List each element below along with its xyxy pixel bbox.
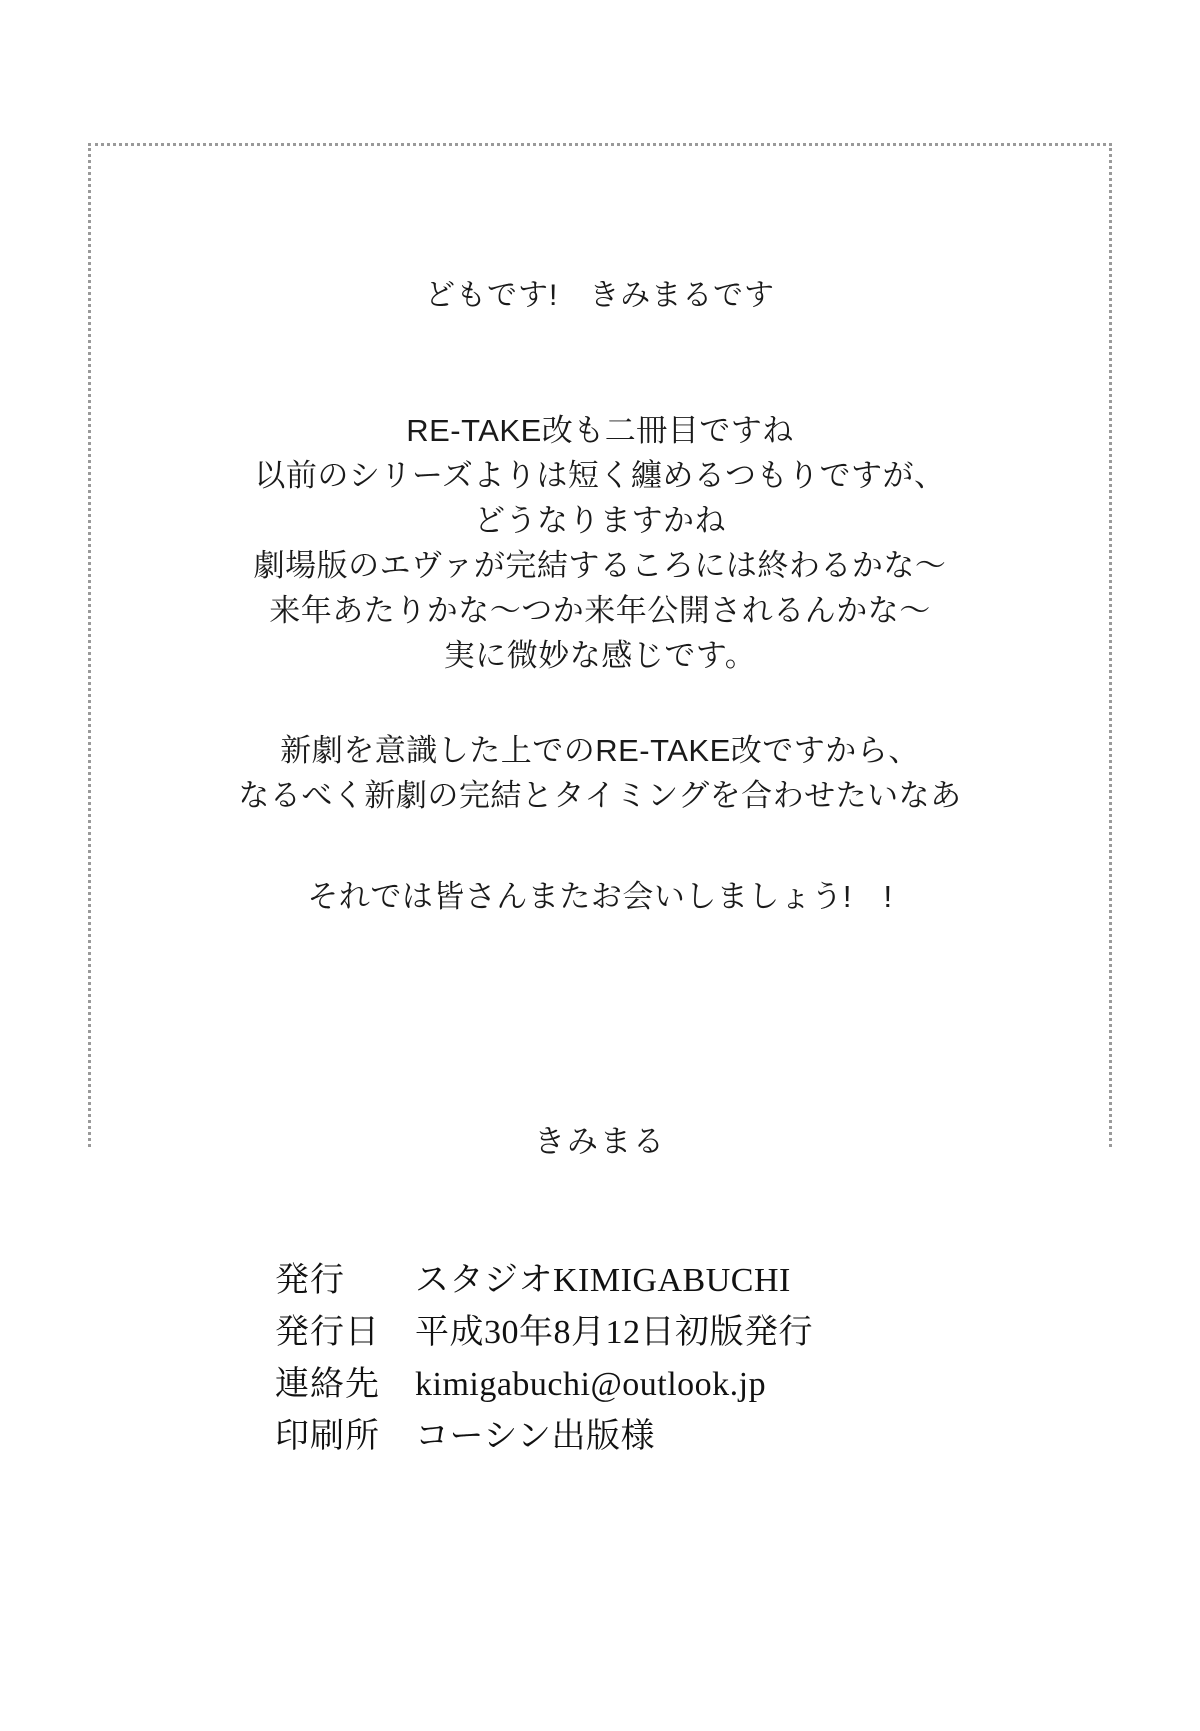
afterword-line: 新劇を意識した上でのRE-TAKE改ですから、 — [280, 733, 920, 768]
colophon-row — [275, 1359, 975, 1411]
afterword-paragraph-2 — [91, 728, 1109, 818]
colophon — [275, 1255, 975, 1463]
author-signature: きみまる — [91, 1122, 1109, 1162]
colophon-row — [275, 1411, 975, 1463]
afterword-line: 以前のシリーズよりは短く纏めるつもりですが、 — [254, 458, 946, 493]
afterword-line: どうなりますかね — [474, 503, 726, 538]
colophon-label-publisher: 発行 — [275, 1262, 345, 1299]
colophon-row — [275, 1255, 975, 1307]
afterword-greeting: どもです! きみまるです — [424, 279, 776, 312]
colophon-value-printer: コーシン出版様 — [415, 1418, 655, 1455]
colophon-value-contact: kimigabuchi@outlook.jp — [415, 1366, 767, 1403]
afterword-line: なるべく新劇の完結とタイミングを合わせたいなあ — [238, 778, 962, 813]
colophon-label-contact: 連絡先 — [275, 1366, 380, 1403]
afterword-frame — [88, 143, 1112, 1159]
colophon-label-publish-date: 発行日 — [275, 1314, 380, 1351]
afterword-line: 来年あたりかな～つか来年公開されるんかな～ — [269, 593, 931, 628]
colophon-value-publisher: スタジオKIMIGABUCHI — [415, 1262, 791, 1299]
afterword-content — [91, 146, 1109, 1159]
colophon-label-printer: 印刷所 — [275, 1418, 380, 1455]
colophon-value-publish-date: 平成30年8月12日初版発行 — [415, 1314, 813, 1351]
afterword-line: 劇場版のエヴァが完結するころには終わるかな～ — [253, 548, 947, 583]
colophon-row — [275, 1307, 975, 1359]
afterword-line: 実に微妙な感じです。 — [443, 638, 757, 673]
afterword-line: それでは皆さんまたお会いしましょう! ! — [307, 879, 893, 914]
afterword-line: RE-TAKE改も二冊目ですね — [406, 413, 794, 448]
afterword-paragraph-3 — [91, 874, 1109, 919]
afterword-paragraph-1 — [91, 408, 1109, 678]
